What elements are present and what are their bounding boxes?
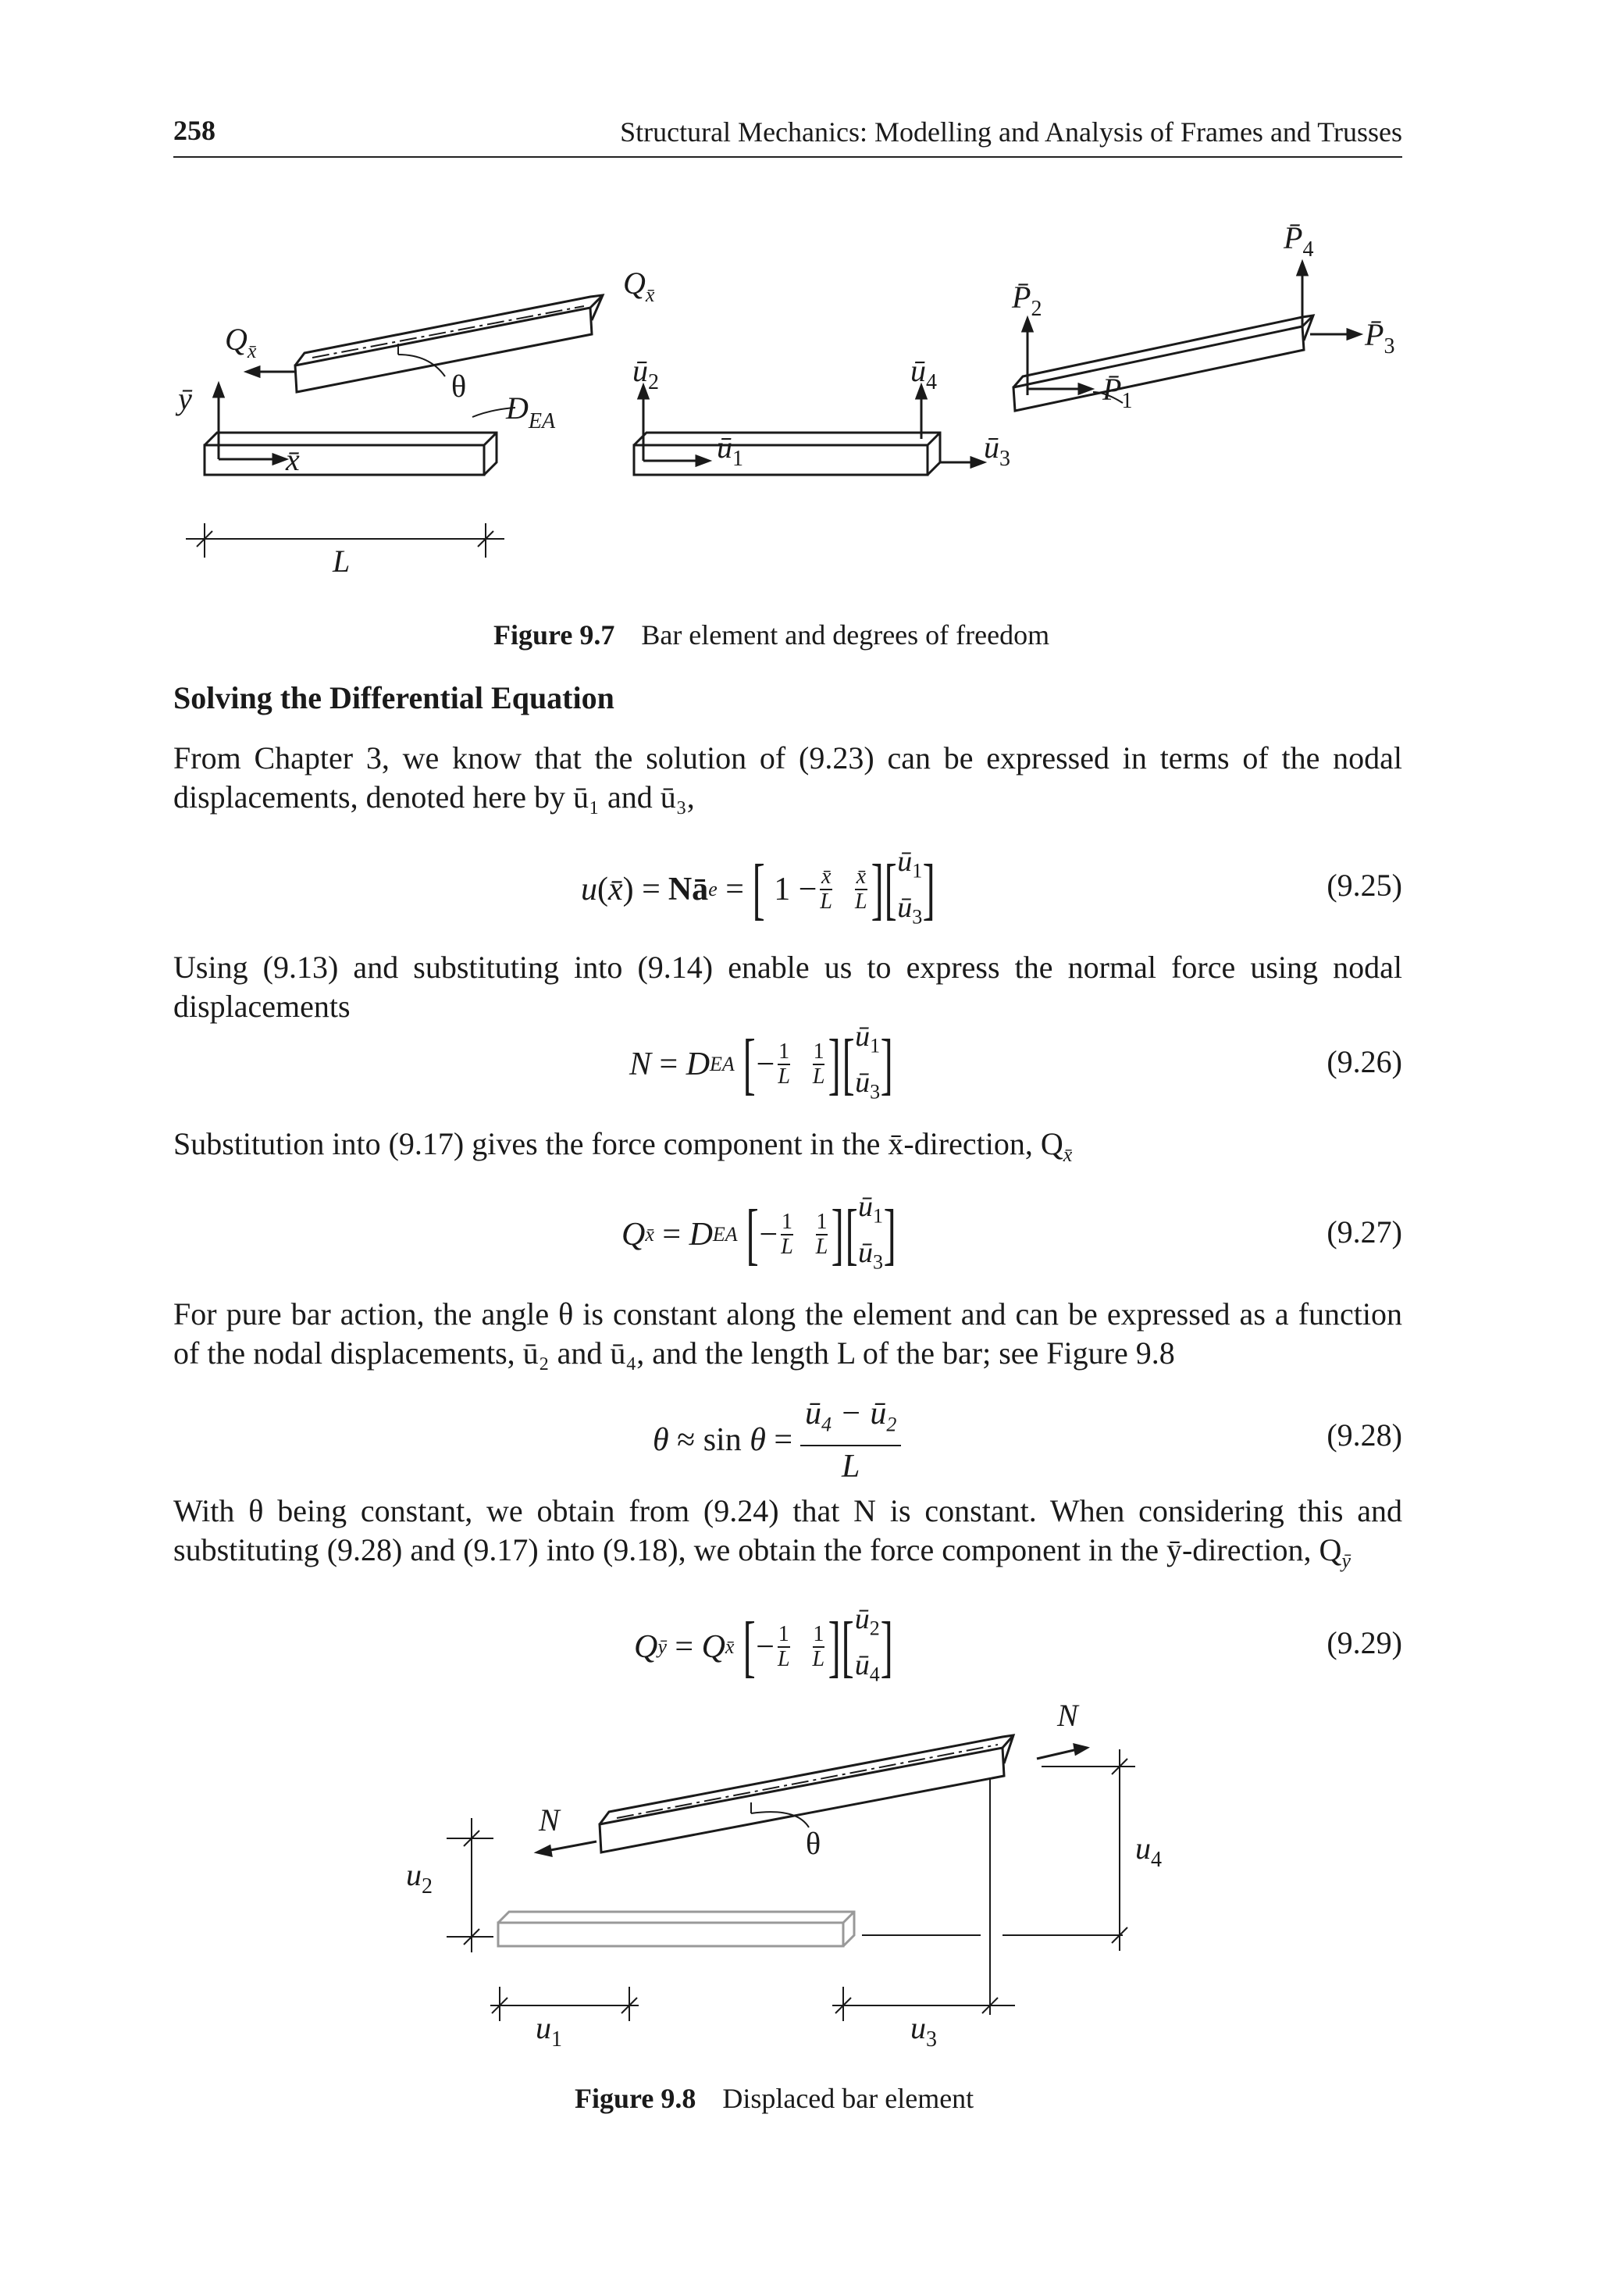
equation-9-29: Q ȳ = Q x̄ [ − $\frac{1}{L}$ $\frac{1}{L}$ ] [ $ū_2$ $ū_4$ ]: [634, 1603, 893, 1686]
equation-number-9-29: (9.29): [1327, 1625, 1402, 1660]
equation-number-9-28: (9.28): [1327, 1417, 1402, 1453]
figure-9-7-caption: [493, 619, 1049, 651]
fig97-tilted-bar: [295, 295, 603, 392]
fig97-dof-bar: [634, 433, 940, 475]
fig97-q-right-label: $Q_{x̄}$: [623, 266, 655, 306]
figure-9-7-caption-label: Figure 9.7: [493, 619, 615, 651]
figure-9-8-caption-text: Displaced bar element: [722, 2083, 974, 2114]
fig97-u3-label: $ū_3$: [984, 430, 1010, 471]
fig98-n-right-label: N: [1057, 1702, 1078, 1733]
fig98-original-bar: [498, 1912, 854, 1946]
fig97-force-bar: [1013, 316, 1313, 411]
fig97-p2-label: $P̄_2$: [1012, 280, 1042, 321]
header-rule: [173, 156, 1402, 158]
equation-9-26: N = D EA [ − $\frac{1}{L}$ $\frac{1}{L}$ ] [ $ū_1$ $ū_3$ ]: [629, 1020, 893, 1103]
fig98-u1-label: $u_1$: [536, 2010, 562, 2052]
fig97-p4-label: $P̄_4$: [1284, 220, 1314, 262]
fig97-p1-label: $P̄_1$: [1102, 372, 1133, 413]
section-title: Solving the Differential Equation: [173, 680, 614, 715]
page-number: 258: [173, 115, 215, 146]
paragraph-5: With θ being constant, we obtain from (9.24) that N is constant. When considering this and substituting (9.28) and (9.17) into (9.18), we obtain the force component in the ȳ-direction, $Q_ȳ$: [173, 1493, 1402, 1572]
fig97-u1-label: $ū_1$: [717, 430, 743, 471]
fig98-n-left-label: N: [539, 1802, 560, 1838]
paragraph-1: From Chapter 3, we know that the solution of (9.23) can be expressed in terms of the nodal displacements, denoted here by ū₁ and ū₃,: [173, 740, 1402, 815]
paragraph-2: Using (9.13) and substituting into (9.14) enable us to express the normal force using nodal displacements: [173, 950, 1402, 1024]
equation-number-9-27: (9.27): [1327, 1214, 1402, 1250]
equation-9-27: Q x̄ = D EA [ − $\frac{1}{L}$ $\frac{1}{L}$ ] [ $ū_1$ $ū_3$ ]: [621, 1190, 896, 1274]
figure-9-7: [156, 211, 1452, 601]
figure-9-8-caption: [575, 2082, 974, 2115]
fig97-undeformed-bar: [205, 433, 497, 475]
fig97-p3-label: $P̄_3$: [1365, 317, 1395, 358]
paragraph-4: For pure bar action, the angle θ is constant along the element and can be expressed as a function of the nodal displacements, ū₂ and ū₄, and the length L of the bar; see Figure 9.8: [173, 1296, 1402, 1371]
fig97-y-axis-label: ȳ: [178, 381, 192, 416]
paragraph-3-text: Substitution into (9.17) gives the force component in the x̄-direction, Q: [173, 1126, 1063, 1161]
equation-number-9-26: (9.26): [1327, 1044, 1402, 1079]
paragraph-5-text: With θ being constant, we obtain from (9.24) that N is constant. When considering this and substituting (9.28) and (9.17) into (9.18), we obtain the force component in the ȳ-direction, Q: [173, 1493, 1402, 1567]
fig97-length-label: L: [333, 544, 351, 579]
fig98-u4-label: $u_4$: [1135, 1831, 1162, 1872]
figure-9-7-caption-text: Bar element and degrees of freedom: [641, 619, 1050, 651]
figure-9-8-caption-label: Figure 9.8: [575, 2083, 696, 2114]
equation-9-25: u ( x̄ ) = Nā e = [ 1 − $\frac{x̄}{L}$ $\frac{x̄}{L}$ ] [ $ū_1$ $ū_3$ ]: [581, 845, 935, 929]
equation-number-9-25: (9.25): [1327, 868, 1402, 903]
fig97-u2-label: $ū_2$: [632, 353, 659, 394]
fig98-theta-label: θ: [806, 1826, 821, 1861]
fig98-u2-label: $u_2$: [406, 1857, 433, 1898]
fig98-u3-label: $u_3$: [910, 2010, 937, 2052]
running-title: Structural Mechanics: Modelling and Analysis of Frames and Trusses: [620, 116, 1402, 148]
equation-9-28: θ ≈ sin θ = $\frac{ū_4 - ū_2}{L}$: [653, 1393, 901, 1487]
fig97-q-left-label: $Q_{x̄}$: [225, 322, 257, 362]
figure-9-8: [390, 1702, 1218, 2062]
paragraph-3: Substitution into (9.17) gives the force component in the x̄-direction, $Q_{x̄}$: [173, 1126, 1073, 1166]
fig97-u4-label: $ū_4$: [910, 353, 937, 394]
fig97-theta-label: θ: [451, 369, 467, 404]
fig97-dea-label: $D_{EA}$: [506, 390, 556, 433]
fig97-x-axis-label: x̄: [286, 442, 300, 477]
